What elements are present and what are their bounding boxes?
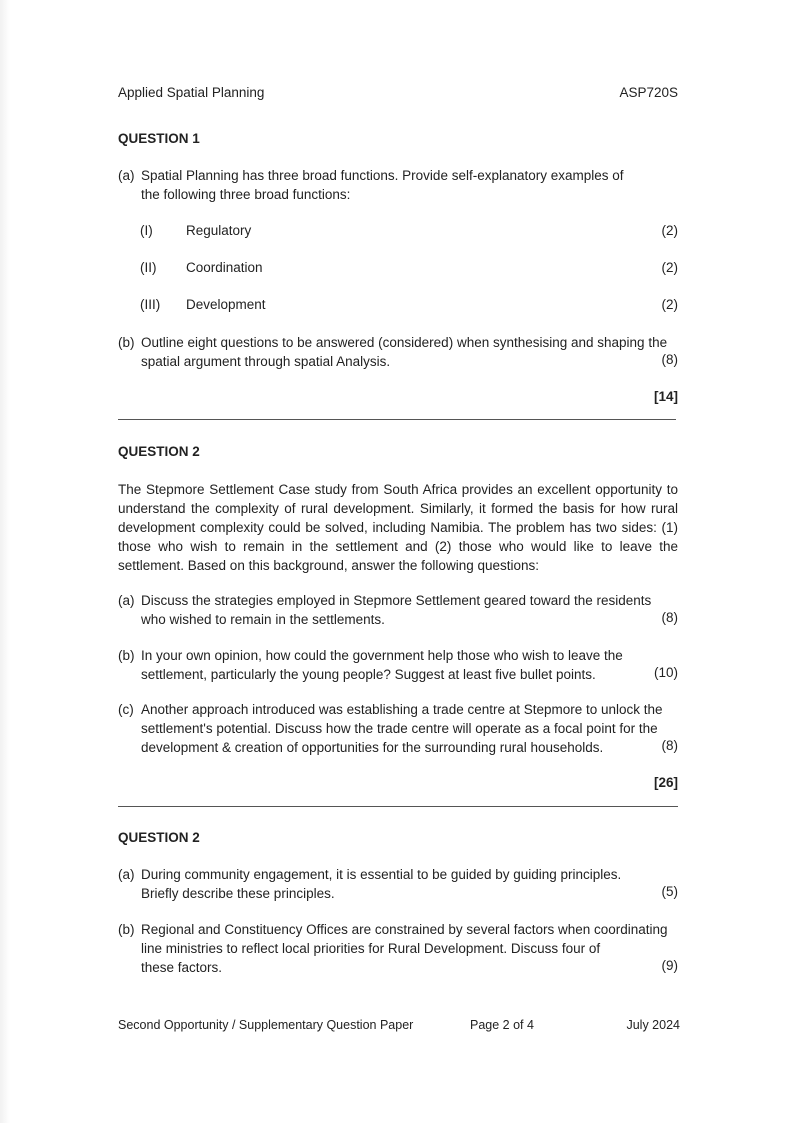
q3-part-a: [118, 865, 680, 903]
q1-a-label: (a): [118, 168, 135, 183]
q1-sub-3-text: Development: [186, 297, 266, 312]
q1-sub-2-mark: (2): [661, 260, 678, 275]
q3-a-line2: Briefly describe these principles.: [141, 886, 335, 901]
q2-c-line2: settlement's potential. Discuss how the trade centre will operate as a focal point for the: [141, 721, 658, 736]
q2-c-mark: (8): [661, 738, 678, 753]
q3-b-label: (b): [118, 922, 135, 937]
q2-a-mark: (8): [661, 610, 678, 625]
q1-b-line2: spatial argument through spatial Analysis.: [141, 354, 391, 369]
q3-part-b: [118, 920, 680, 977]
q1-part-b: [118, 333, 680, 371]
q1-b-mark: (8): [661, 352, 678, 367]
scan-edge-shadow: [0, 0, 10, 1123]
q3-a-line1: During community engagement, it is essential to be guided by guiding principles.: [141, 867, 622, 882]
q2-a-label: (a): [118, 593, 135, 608]
q1-b-line1: Outline eight questions to be answered (considered) when synthesising and shaping the: [141, 335, 668, 350]
q3-b-line2: line ministries to reflect local priorities for Rural Development. Discuss four of: [141, 941, 601, 956]
question-2-title: QUESTION 2: [118, 444, 200, 459]
q2-a-line1: Discuss the strategies employed in Stepmore Settlement geared toward the residents: [141, 593, 652, 608]
q1-sub-3-num: (III): [140, 297, 161, 312]
q1-b-label: (b): [118, 335, 135, 350]
q3-b-line3: these factors.: [141, 960, 223, 975]
q1-a-line1: Spatial Planning has three broad functions. Provide self-explanatory examples of: [141, 168, 624, 183]
q3-a-label: (a): [118, 867, 135, 882]
q2-part-a: [118, 591, 680, 629]
q2-b-mark: (10): [653, 665, 678, 680]
q2-c-line3: development & creation of opportunities for the surrounding rural households.: [141, 740, 604, 755]
q3-b-line1: Regional and Constituency Offices are constrained by several factors when coordinating: [141, 922, 668, 937]
q1-sub-2-num: (II): [140, 260, 157, 275]
q2-b-line2: settlement, particularly the young people? Suggest at least five bullet points.: [141, 667, 596, 682]
q2-total: [26]: [653, 775, 678, 790]
question-3-title: QUESTION 2: [118, 830, 200, 845]
q1-divider: [118, 419, 676, 420]
footer-paper: Second Opportunity / Supplementary Question Paper: [118, 1018, 414, 1032]
q1-sub-1-text: Regulatory: [186, 223, 252, 238]
q2-part-b: [118, 646, 680, 684]
q1-a-line2: the following three broad functions:: [141, 187, 351, 202]
q2-b-line1: In your own opinion, how could the government help those who wish to leave the: [141, 648, 623, 663]
header-course: Applied Spatial Planning: [118, 85, 265, 100]
question-1-title: QUESTION 1: [118, 131, 200, 146]
q1-sub-2-text: Coordination: [186, 260, 263, 275]
q1-sub-1-num: (I): [140, 223, 153, 238]
q1-sub-3-mark: (2): [661, 297, 678, 312]
q2-intro: The Stepmore Settlement Case study from South Africa provides an excellent opportunity to understand the complexity of rural development. Similarly, it formed the basis for how rural development complexity could be solved, including Namibia. The problem has two sides: (1) those who wish to remain in the settlement and (2) those who would like to leave the settlement. Based on this background, answer the following questions:: [118, 482, 678, 573]
q2-b-label: (b): [118, 648, 135, 663]
q2-a-line2: who wished to remain in the settlements.: [141, 612, 385, 627]
q3-a-mark: (5): [661, 884, 678, 899]
q1-total: [14]: [653, 389, 678, 404]
q2-c-label: (c): [118, 702, 134, 717]
q2-divider: [118, 806, 678, 807]
q1-part-a: [118, 166, 680, 204]
q2-part-c: [118, 700, 680, 757]
q3-b-mark: (9): [661, 958, 678, 973]
header-code: ASP720S: [619, 85, 678, 100]
footer-page-number: Page 2 of 4: [470, 1018, 534, 1032]
footer-date: July 2024: [626, 1018, 680, 1032]
q1-sub-1-mark: (2): [661, 223, 678, 238]
q2-c-line1: Another approach introduced was establishing a trade centre at Stepmore to unlock the: [141, 702, 663, 717]
